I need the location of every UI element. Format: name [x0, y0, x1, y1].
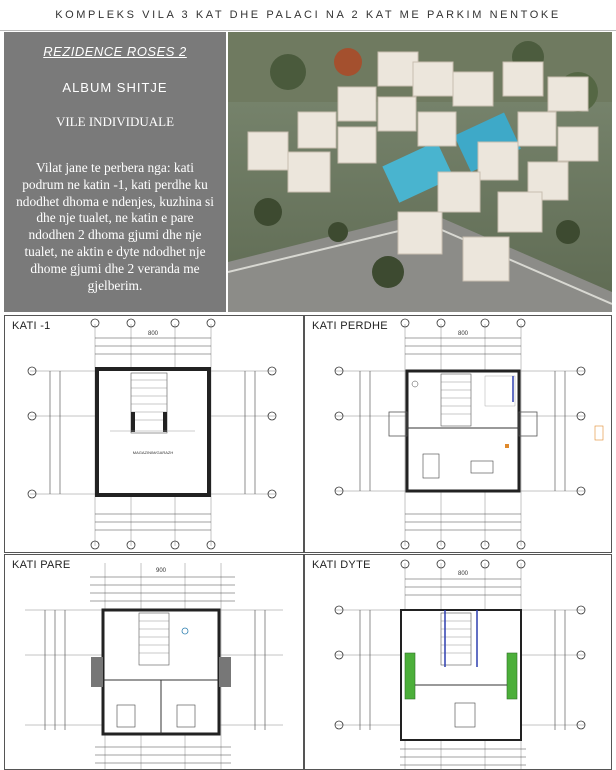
plan-width-dimension: 900	[155, 568, 167, 574]
header-bar	[0, 0, 616, 31]
floor-plan-drawing	[5, 555, 303, 769]
plan-panel-second-floor	[304, 554, 612, 770]
hero-section	[4, 32, 612, 312]
project-name: REZIDENCE ROSES 2	[43, 44, 187, 59]
plan-panel-ground-floor	[304, 315, 612, 553]
header-title: KOMPLEKS VILA 3 KAT DHE PALACI NA 2 KAT ME PARKIM NENTOKE	[55, 9, 561, 21]
plan-width-dimension: 800	[457, 571, 469, 577]
plan-panel-first-floor	[4, 554, 304, 770]
plan-width-dimension: 800	[457, 331, 469, 337]
plan-panel-basement	[4, 315, 304, 553]
floor-plan-drawing	[5, 316, 303, 552]
hero-description: Vilat jane te perbera nga: kati podrum ne katin -1, kati perdhe ku ndodhet dhoma e ndenjes, kuzhina si dhe nje tualet, ne katin e pare ndodhen 2 dhoma gjumi dhe nje tualet, ne aktin e dyte ndodhet nje dhome gjumi dhe 2 veranda me gjelberim.	[16, 160, 214, 293]
aerial-render-image	[228, 32, 612, 312]
floor-plan-drawing	[305, 316, 611, 552]
plan-title: KATI PERDHE	[312, 320, 388, 332]
plan-title: KATI DYTE	[312, 559, 371, 571]
floor-plan-drawing	[305, 555, 611, 769]
hero-info-panel	[4, 32, 226, 312]
plan-width-dimension: 800	[147, 331, 159, 337]
album-label: ALBUM SHITJE	[62, 80, 168, 95]
category-label: VILE INDIVIDUALE	[55, 114, 175, 129]
plan-title: KATI -1	[12, 320, 51, 332]
room-label: MAGAZINIM/GARAZH	[132, 450, 174, 455]
plan-title: KATI PARE	[12, 559, 71, 571]
